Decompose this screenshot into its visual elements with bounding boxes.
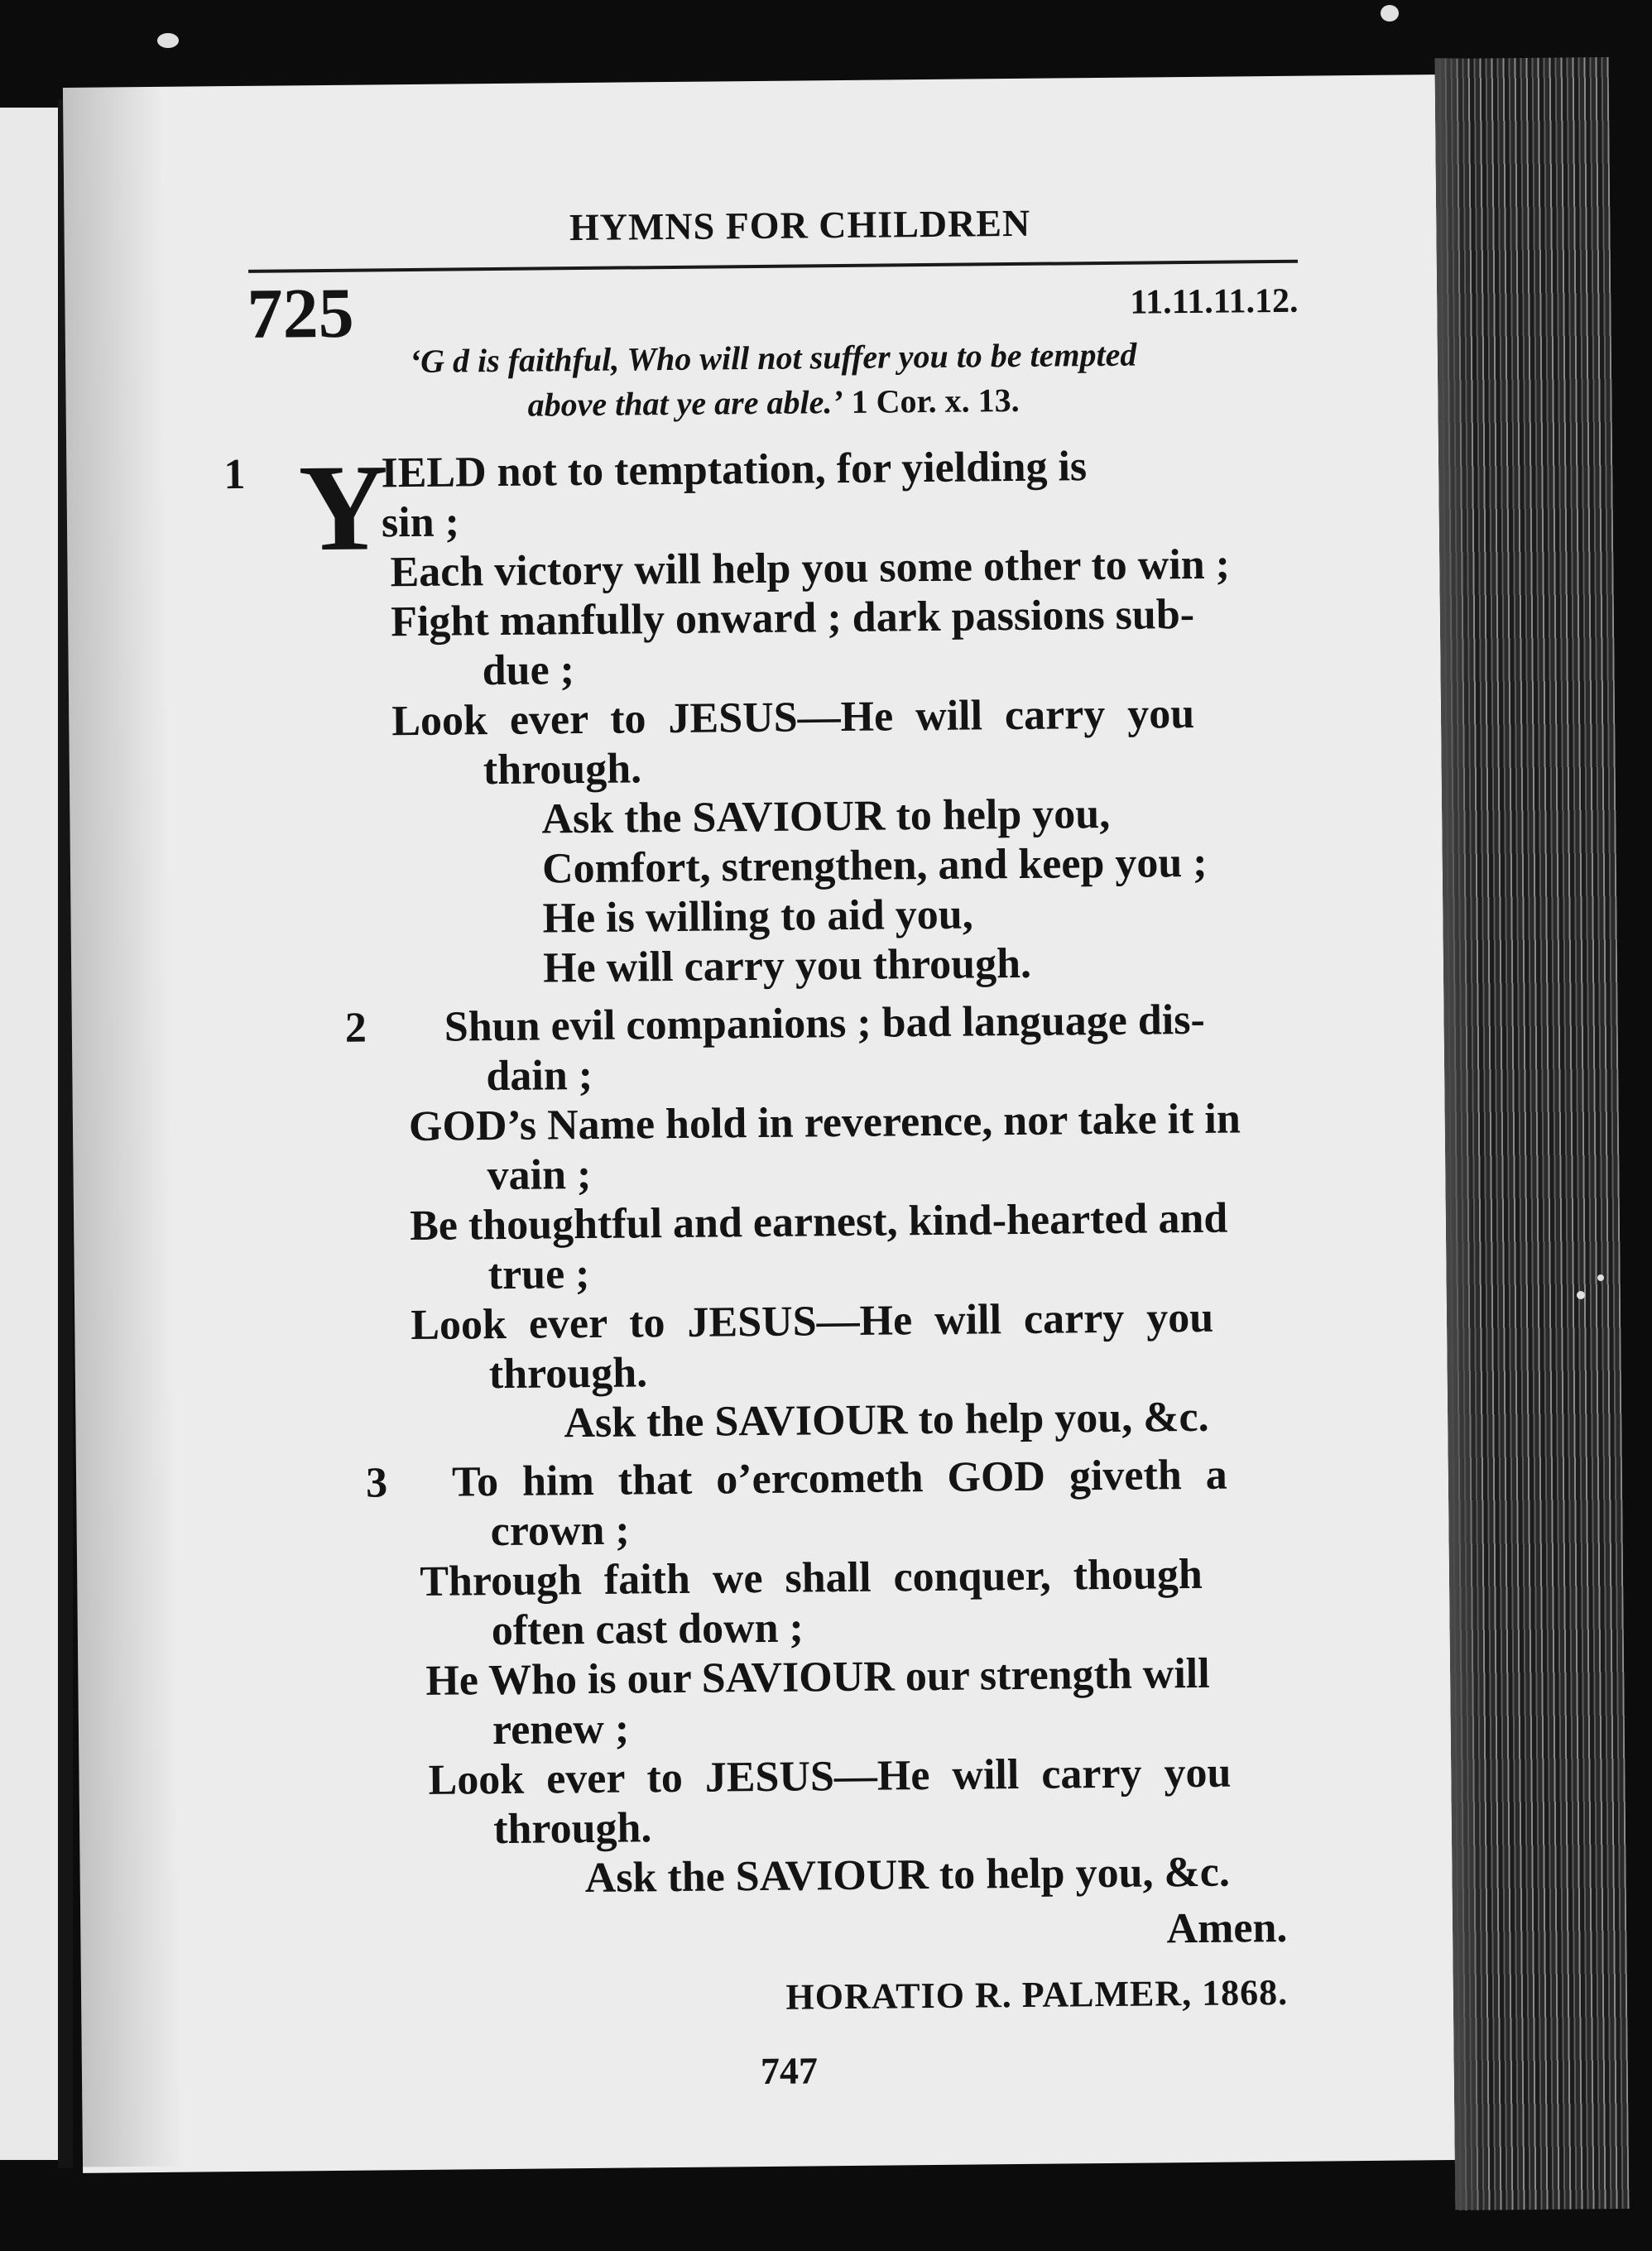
- verse-line: dain ;: [486, 1051, 593, 1101]
- verse-line: Be thoughtful and earnest, kind-hearted and: [409, 1194, 1228, 1250]
- verse-line: Look ever to JESUS—He will carry you: [428, 1749, 1232, 1804]
- verse-line: true ;: [487, 1250, 590, 1299]
- chorus-line: Comfort, strengthen, and keep you ;: [541, 838, 1208, 893]
- scan-speck: [157, 33, 179, 48]
- page-number: 747: [760, 2049, 819, 2093]
- verse-line: through.: [488, 1349, 648, 1399]
- hymn-meter: 11.11.11.12.: [1130, 281, 1299, 322]
- verse-line: crown ;: [490, 1506, 630, 1556]
- verse-line: Look ever to JESUS—He will carry you: [391, 689, 1195, 746]
- verse-line-text: IELD not to temptation, for yielding is: [381, 443, 1088, 497]
- hymn-number: 725: [247, 272, 355, 353]
- verse-1: [223, 439, 1321, 996]
- verse-number: 1: [223, 450, 246, 499]
- verse-line: through.: [492, 1804, 652, 1854]
- verse-line-text: To him that o’ercometh GOD giveth a: [451, 1451, 1227, 1506]
- scan-speck: [1597, 1274, 1604, 1281]
- chorus-line: Ask the SAVIOUR to help you, &c.: [564, 1393, 1209, 1447]
- drop-cap: Y: [298, 439, 389, 578]
- facing-page-edge: [0, 108, 58, 2160]
- chorus-line: Ask the SAVIOUR to help you, &c.: [584, 1848, 1231, 1903]
- running-head: HYMNS FOR CHILDREN: [569, 201, 1031, 249]
- page-content: [63, 74, 1455, 2173]
- verse-line: due ;: [482, 646, 575, 695]
- chorus-line: Ask the SAVIOUR to help you,: [541, 790, 1111, 843]
- scan-speck: [1381, 5, 1399, 22]
- verse-line: renew ;: [492, 1705, 630, 1754]
- verse-number: 2: [344, 1004, 367, 1052]
- verse-line: He Who is our SAVIOUR our strength will: [425, 1649, 1210, 1705]
- chorus-line: He is willing to aid you,: [542, 890, 973, 943]
- epigraph-line: ‘G d is faithful, Who will not suffer you to be tempted: [409, 335, 1137, 381]
- verse-3: [250, 1449, 1330, 1906]
- verse-line: Each victory will help you some other to win ;: [390, 540, 1231, 597]
- epigraph-line: above that ye are able.’: [527, 382, 843, 424]
- scan-speck: [1577, 1291, 1585, 1299]
- verse-line: Look ever to JESUS—He will carry you: [411, 1293, 1214, 1350]
- verse-line: vain ;: [487, 1150, 592, 1200]
- epigraph-reference: 1 Cor. x. 13.: [851, 381, 1020, 420]
- verse-line: sin ;: [381, 498, 460, 547]
- hymn-author: HORATIO R. PALMER, 1868.: [785, 1971, 1289, 2018]
- verse-number: 3: [365, 1459, 388, 1507]
- amen: Amen.: [1166, 1903, 1288, 1953]
- verse-line-text: Shun evil companions ; bad language dis-: [444, 996, 1206, 1051]
- verse-line: Fight manfully onward ; dark passions sub-: [390, 590, 1195, 646]
- verse-line: through.: [483, 745, 642, 794]
- verse-line: often cast down ;: [491, 1604, 804, 1655]
- verse-line: GOD’s Name hold in reverence, nor take it in: [408, 1095, 1241, 1151]
- verse-2: [246, 994, 1326, 1451]
- verse-line: Through faith we shall conquer, though: [420, 1550, 1203, 1605]
- header-rule: [248, 260, 1298, 273]
- chorus-line: He will carry you through.: [542, 939, 1032, 992]
- epigraph: [239, 331, 1308, 430]
